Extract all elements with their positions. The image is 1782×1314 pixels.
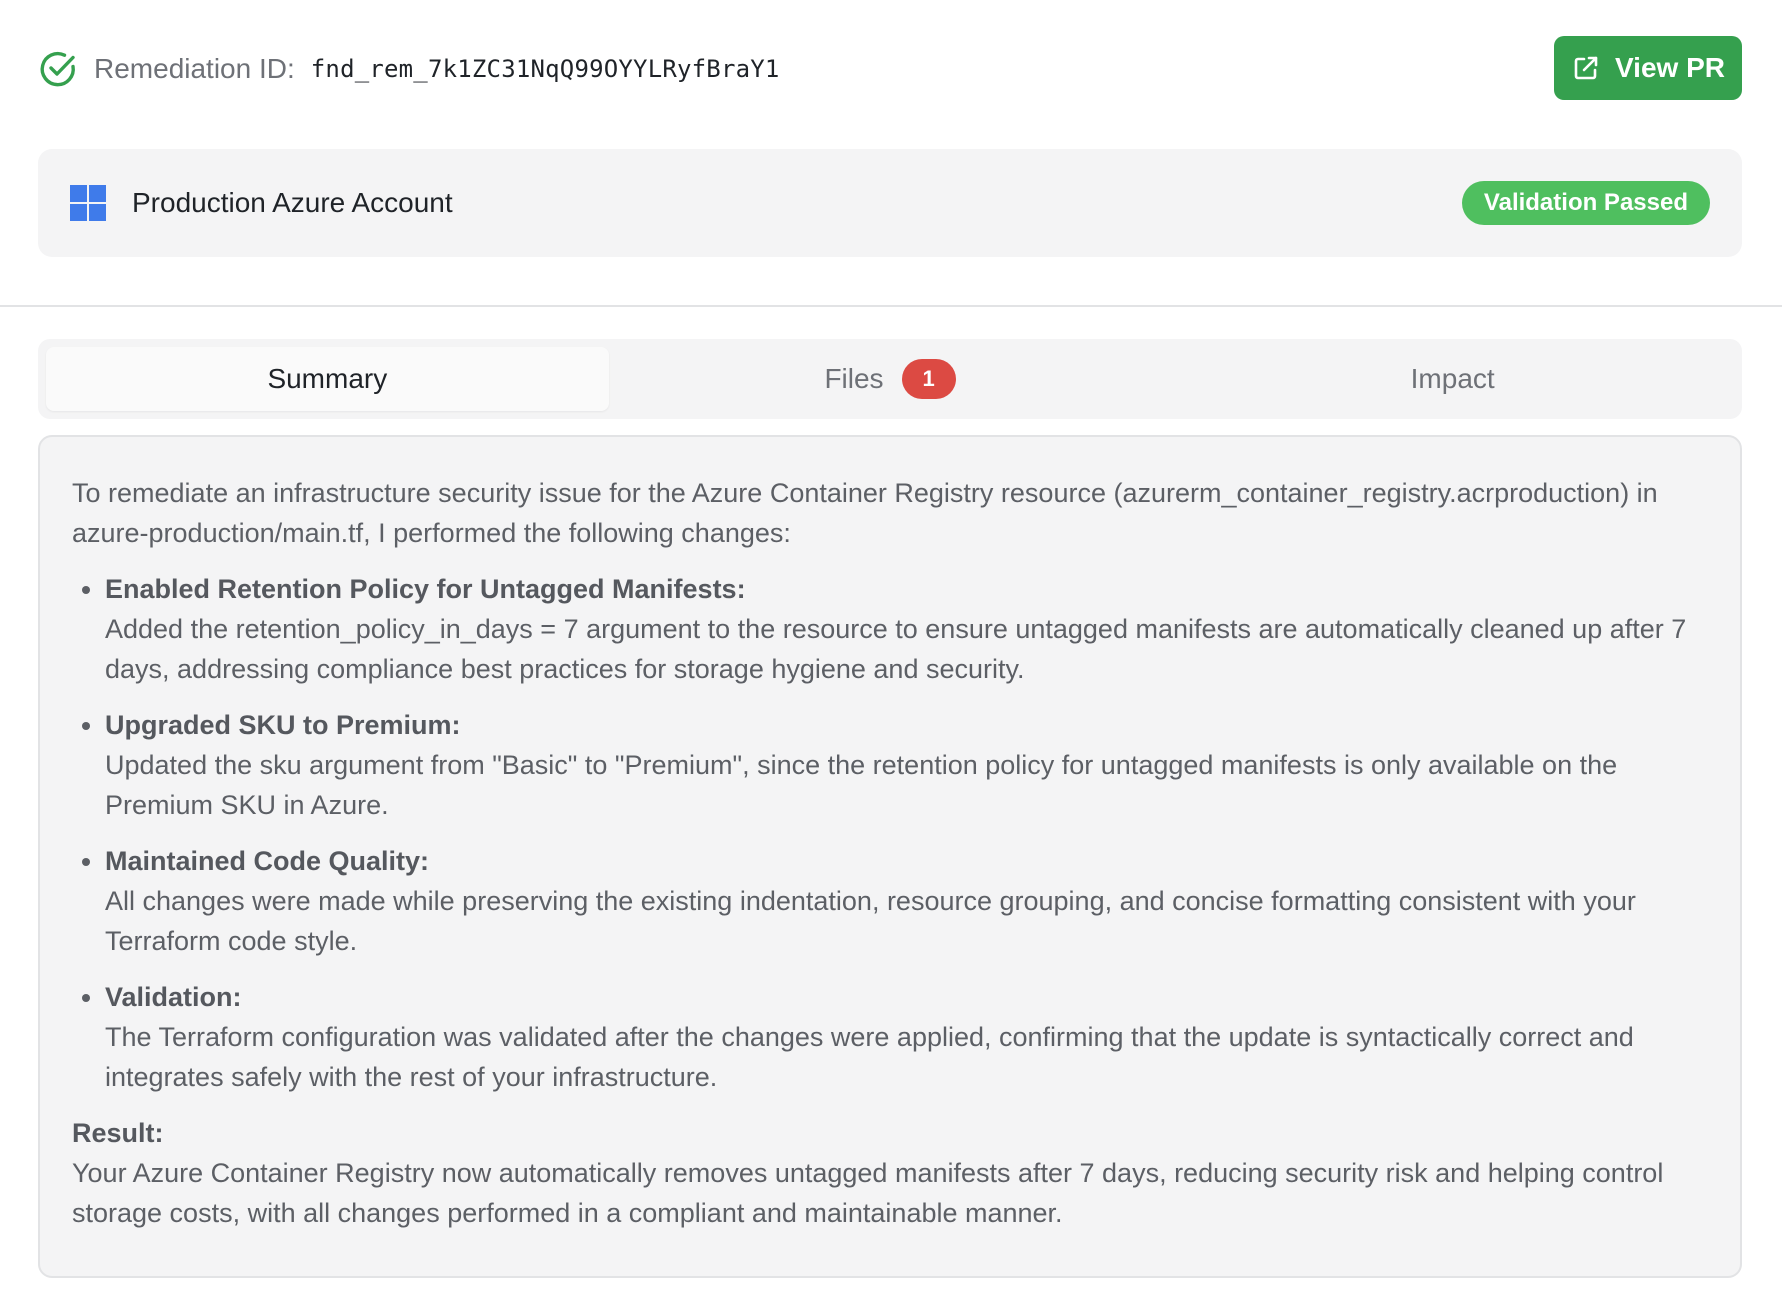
list-item-text: Updated the sku argument from "Basic" to "Premium", since the retention policy for untagged manifests is only available on the Premium SKU in Azure.: [105, 750, 1618, 820]
account-name: Production Azure Account: [132, 187, 453, 218]
list-item: [105, 841, 1710, 961]
changes-list: [72, 569, 1710, 1097]
divider: [0, 305, 1782, 307]
view-pr-button[interactable]: [1554, 36, 1742, 100]
tab-summary[interactable]: [46, 347, 609, 411]
account-card: [38, 149, 1742, 257]
list-item-title: Upgraded SKU to Premium:: [105, 710, 461, 740]
summary-intro: To remediate an infrastructure security issue for the Azure Container Registry resource (azurerm_container_registry.acrproduction) in azure-production/main.tf, I performed the following changes:: [72, 478, 1658, 548]
list-item: [105, 569, 1710, 689]
result-title: Result:: [72, 1118, 164, 1148]
list-item-text: The Terraform configuration was validated after the changes were applied, confirming that the update is syntactically correct and integrates safely with the rest of your infrastructure.: [105, 1022, 1634, 1092]
tab-impact[interactable]: [1171, 347, 1734, 411]
list-item: [105, 977, 1710, 1097]
remediation-header: [38, 36, 1742, 102]
list-item-title: Maintained Code Quality:: [105, 846, 430, 876]
list-item-text: All changes were made while preserving the existing indentation, resource grouping, and concise formatting consistent with your Terraform code style.: [105, 886, 1636, 956]
remediation-id-value: fnd_rem_7k1ZC31NqQ99OYYLRyfBraY1: [310, 55, 780, 83]
tab-files[interactable]: [609, 347, 1172, 411]
check-circle-icon: [38, 49, 78, 89]
result-text: Your Azure Container Registry now automatically removes untagged manifests after 7 days, reducing security risk and helping control storage costs, with all changes performed in a compliant and maintainable manner.: [72, 1158, 1664, 1228]
windows-logo-icon: [70, 185, 106, 221]
list-item: [105, 705, 1710, 825]
tab-impact-label: Impact: [1410, 363, 1495, 394]
tab-bar: [38, 339, 1742, 419]
status-badge: Validation Passed: [1462, 181, 1710, 225]
tab-files-label: Files: [824, 363, 884, 394]
external-link-icon: [1571, 53, 1601, 83]
tab-summary-label: Summary: [267, 363, 388, 394]
list-item-title: Enabled Retention Policy for Untagged Manifests:: [105, 574, 746, 604]
files-count-badge: 1: [902, 359, 956, 399]
remediation-id-label: Remediation ID:: [94, 53, 295, 84]
summary-panel: [38, 435, 1742, 1278]
list-item-title: Validation:: [105, 982, 242, 1012]
list-item-text: Added the retention_policy_in_days = 7 argument to the resource to ensure untagged manifests are automatically cleaned up after 7 days, addressing compliance best practices for storage hygiene and security.: [105, 614, 1687, 684]
view-pr-label: View PR: [1615, 52, 1725, 83]
